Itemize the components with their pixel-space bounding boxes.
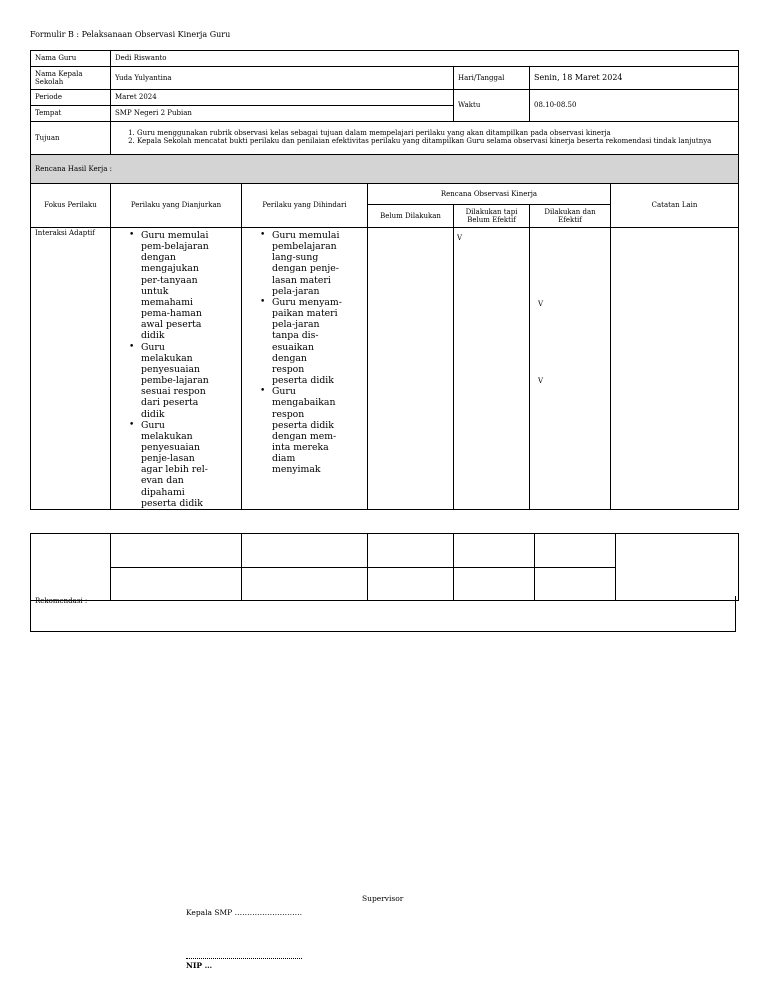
empty-cell: [535, 534, 616, 568]
header-rencana-observasi: Rencana Observasi Kinerja: [368, 184, 611, 205]
rekomendasi-label: Rekomendasi :: [35, 597, 88, 605]
empty-table: [30, 533, 739, 601]
header-tapi-belum: Dilakukan tapi Belum Efektif: [454, 205, 530, 228]
header-fokus: Fokus Perilaku: [31, 184, 111, 228]
empty-cell: [111, 534, 242, 568]
dihindari-item: • Guru mengabaikan respon peserta didik dengan mem-inta mereka diam menyimak: [242, 386, 342, 475]
tujuan-label: Tujuan: [31, 122, 111, 155]
nama-guru-value: Dedi Riswanto: [111, 51, 739, 67]
waktu-value: 08.10-08.50: [530, 90, 739, 122]
header-dianjurkan: Perilaku yang Dianjurkan: [111, 184, 242, 228]
fokus-cell: Interaksi Adaptif: [31, 228, 111, 510]
empty-cell: [616, 534, 739, 601]
kepala-smp-label: Kepala SMP ………………………: [186, 908, 303, 917]
header-dihindari: Perilaku yang Dihindari: [242, 184, 368, 228]
form-title: Formulir B : Pelaksanaan Observasi Kinerja Guru: [30, 30, 231, 39]
dianjurkan-cell: [111, 228, 242, 510]
check-mark: V: [457, 234, 463, 242]
nip-label: NIP …: [186, 961, 213, 970]
supervisor-label: Supervisor: [362, 894, 404, 903]
tempat-value: SMP Negeri 2 Pubian: [111, 106, 454, 122]
check-mark: V: [538, 300, 544, 308]
belum-cell: [368, 228, 454, 510]
periode-value: Maret 2024: [111, 90, 454, 106]
dihindari-item: • Guru memulai pembelajaran lang-sung dengan penje-lasan materi pela-jaran: [242, 230, 342, 297]
periode-label: Periode: [31, 90, 111, 106]
hari-value: Senin, 18 Maret 2024: [530, 67, 739, 90]
dianjurkan-item: • Guru melakukan penyesuaian pembe-lajaran sesuai respon dari peserta didik: [111, 342, 219, 420]
header-catatan: Catatan Lain: [611, 184, 739, 228]
tujuan-content: [111, 122, 739, 155]
empty-cell: [454, 534, 535, 568]
signature-line: [186, 958, 302, 959]
kepala-label: Nama Kepala Sekolah: [31, 67, 111, 90]
catatan-cell: [611, 228, 739, 510]
dihindari-cell: [242, 228, 368, 510]
waktu-label: Waktu: [454, 90, 530, 122]
hari-label: Hari/Tanggal: [454, 67, 530, 90]
tapi-belum-cell: [454, 228, 530, 510]
empty-cell: [242, 534, 368, 568]
tujuan-item: 2. Kepala Sekolah mencatat bukti perilaku dan penilaian efektivitas perilaku yang ditampilkan Guru selama observasi kinerja beserta rekomendasi tindak lanjutnya: [137, 138, 734, 146]
efektif-cell: [530, 228, 611, 510]
empty-cell: [368, 534, 454, 568]
kepala-value: Yuda Yulyantina: [111, 67, 454, 90]
observation-table: [30, 50, 739, 510]
dianjurkan-item: • Guru memulai pem-belajaran dengan mengajukan per-tanyaan untuk memahami pema-haman awal peserta didik: [111, 230, 219, 342]
header-belum: Belum Dilakukan: [368, 205, 454, 228]
dihindari-item: • Guru menyam-paikan materi pela-jaran tanpa dis-esuaikan dengan respon peserta didik: [242, 297, 342, 386]
header-efektif: Dilakukan dan Efektif: [530, 205, 611, 228]
tujuan-item: 1. Guru menggunakan rubrik observasi kelas sebagai tujuan dalam mempelajari perilaku yang akan ditampilkan pada observasi kinerja: [137, 130, 734, 138]
dianjurkan-item: • Guru melakukan penyesuaian penje-lasan agar lebih rel-evan dan dipahami peserta didik: [111, 420, 219, 509]
rekomendasi-box: [30, 596, 736, 632]
check-mark: V: [538, 377, 544, 385]
nama-guru-label: Nama Guru: [31, 51, 111, 67]
rencana-hasil-kerja: Rencana Hasil Kerja :: [31, 155, 739, 184]
tempat-label: Tempat: [31, 106, 111, 122]
empty-cell: [31, 534, 111, 601]
